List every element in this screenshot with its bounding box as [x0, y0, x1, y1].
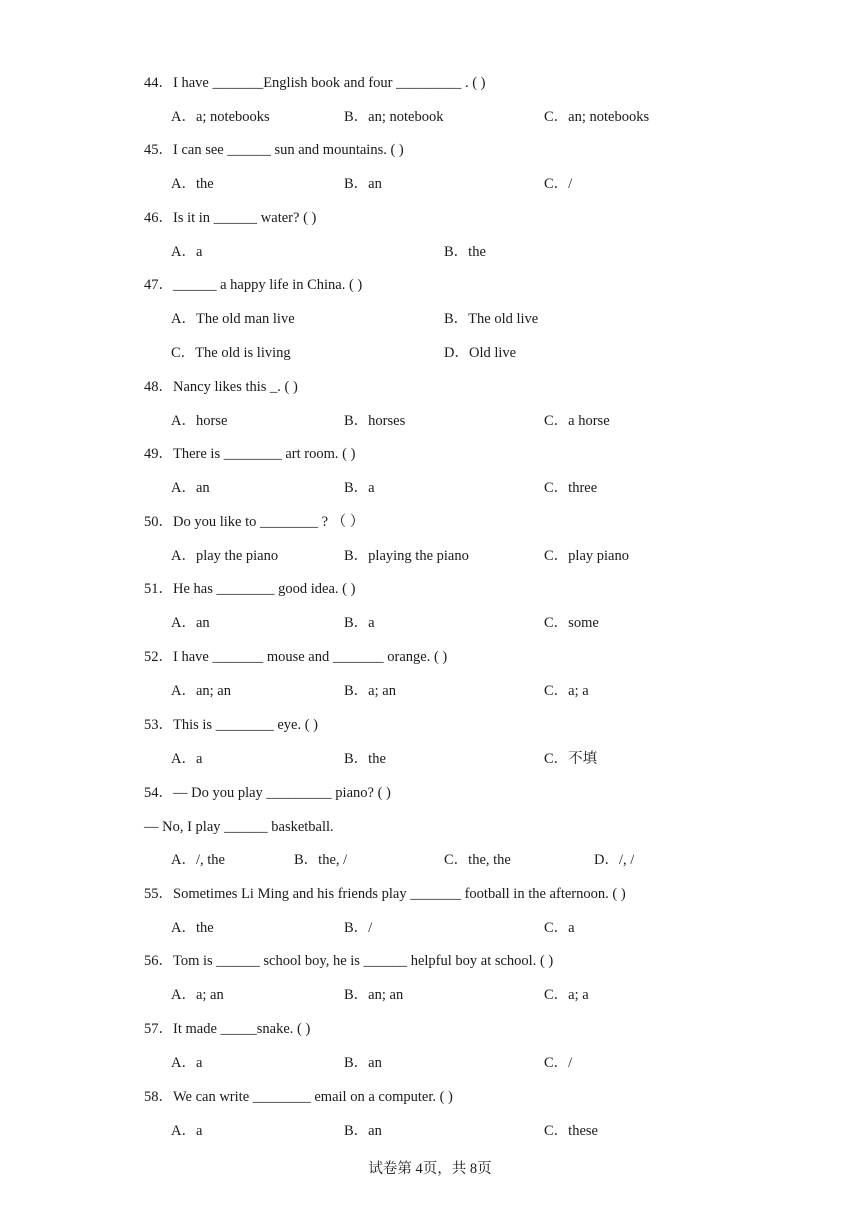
- question-52-stem: 52．I have _______ mouse and _______ orange. ( ): [144, 649, 448, 665]
- question-50-option-b[interactable]: B．playing the piano: [344, 548, 469, 564]
- question-54-option-c[interactable]: C．the, the: [444, 852, 511, 868]
- question-49-option-a[interactable]: A．an: [171, 480, 210, 496]
- question-56-option-a[interactable]: A．a; an: [171, 987, 224, 1003]
- question-47-option-a[interactable]: A．The old man live: [171, 311, 295, 327]
- question-53-option-a[interactable]: A．a: [171, 751, 203, 767]
- question-57-stem: 57．It made _____snake. ( ): [144, 1021, 311, 1037]
- question-51-option-c[interactable]: C．some: [544, 615, 599, 631]
- question-44-option-b[interactable]: B．an; notebook: [344, 109, 444, 125]
- question-45-option-c[interactable]: C．/: [544, 176, 573, 192]
- question-47-option-b[interactable]: B．The old live: [444, 311, 539, 327]
- question-56-stem: 56．Tom is ______ school boy, he is ______ helpful boy at school. ( ): [144, 953, 554, 969]
- question-56-option-b[interactable]: B．an; an: [344, 987, 404, 1003]
- question-47-stem: 47．______ a happy life in China. ( ): [144, 277, 363, 293]
- question-52-option-a[interactable]: A．an; an: [171, 683, 231, 699]
- question-51-option-b[interactable]: B．a: [344, 615, 375, 631]
- page-footer: 试卷第 4页，共 8页: [368, 1161, 492, 1177]
- question-48-option-a[interactable]: A．horse: [171, 413, 228, 429]
- question-46-stem: 46．Is it in ______ water? ( ): [144, 210, 317, 226]
- question-54-stem: 54．— Do you play _________ piano? ( ): [144, 785, 391, 801]
- question-58-option-b[interactable]: B．an: [344, 1123, 382, 1139]
- question-55-stem: 55．Sometimes Li Ming and his friends play _______ football in the afternoon. ( ): [144, 886, 626, 902]
- question-49-option-c[interactable]: C．three: [544, 480, 598, 496]
- question-55-option-b[interactable]: B．/: [344, 920, 373, 936]
- question-48-option-c[interactable]: C．a horse: [544, 413, 610, 429]
- question-46-option-b[interactable]: B．the: [444, 244, 486, 260]
- question-49-option-b[interactable]: B．a: [344, 480, 375, 496]
- question-50-option-a[interactable]: A．play the piano: [171, 548, 279, 564]
- question-56-option-c[interactable]: C．a; a: [544, 987, 589, 1003]
- question-57-option-a[interactable]: A．a: [171, 1055, 203, 1071]
- question-58-option-c[interactable]: C．these: [544, 1123, 598, 1139]
- question-54-option-b[interactable]: B．the, /: [294, 852, 348, 868]
- question-45-stem: 45．I can see ______ sun and mountains. ( ): [144, 142, 404, 158]
- question-46-option-a[interactable]: A．a: [171, 244, 203, 260]
- question-53-option-c[interactable]: C．不填: [544, 751, 598, 767]
- question-53-option-b[interactable]: B．the: [344, 751, 386, 767]
- question-53-stem: 53．This is ________ eye. ( ): [144, 717, 318, 733]
- question-57-option-b[interactable]: B．an: [344, 1055, 382, 1071]
- question-47-option-c[interactable]: C．The old is living: [171, 345, 291, 361]
- question-55-option-c[interactable]: C．a: [544, 920, 575, 936]
- question-52-option-b[interactable]: B．a; an: [344, 683, 396, 699]
- question-58-option-a[interactable]: A．a: [171, 1123, 203, 1139]
- question-45-option-a[interactable]: A．the: [171, 176, 214, 192]
- question-52-option-c[interactable]: C．a; a: [544, 683, 589, 699]
- question-58-stem: 58．We can write ________ email on a computer. ( ): [144, 1089, 453, 1105]
- question-48-stem: 48．Nancy likes this _. ( ): [144, 379, 298, 395]
- question-44-option-c[interactable]: C．an; notebooks: [544, 109, 650, 125]
- question-44-option-a[interactable]: A．a; notebooks: [171, 109, 270, 125]
- question-55-option-a[interactable]: A．the: [171, 920, 214, 936]
- question-54-reply: — No, I play ______ basketball.: [144, 819, 334, 835]
- question-50-option-c[interactable]: C．play piano: [544, 548, 629, 564]
- question-54-option-d[interactable]: D．/, /: [594, 852, 635, 868]
- question-50-stem: 50．Do you like to ________ ? （ ）: [144, 514, 365, 530]
- question-44-stem: 44．I have _______English book and four _________ . ( ): [144, 75, 486, 91]
- question-47-option-d[interactable]: D．Old live: [444, 345, 517, 361]
- question-51-stem: 51．He has ________ good idea. ( ): [144, 581, 356, 597]
- question-48-option-b[interactable]: B．horses: [344, 413, 406, 429]
- question-51-option-a[interactable]: A．an: [171, 615, 210, 631]
- question-57-option-c[interactable]: C．/: [544, 1055, 573, 1071]
- question-49-stem: 49．There is ________ art room. ( ): [144, 446, 356, 462]
- question-54-option-a[interactable]: A．/, the: [171, 852, 225, 868]
- question-45-option-b[interactable]: B．an: [344, 176, 382, 192]
